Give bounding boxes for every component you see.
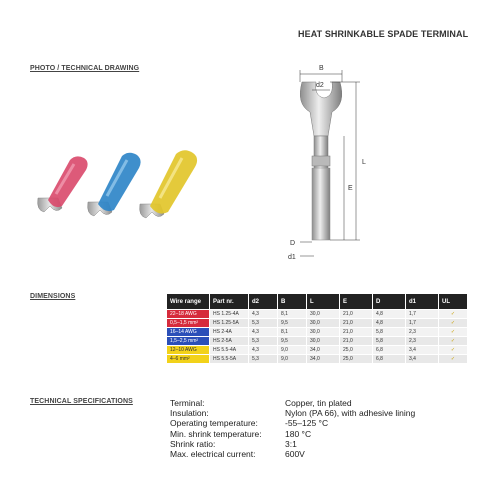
- section-label-photo: PHOTO / TECHNICAL DRAWING: [30, 65, 140, 72]
- cell-d1: 2,3: [406, 328, 439, 337]
- cell-part: HS 1.25-5A: [210, 319, 249, 328]
- header-d: D: [373, 294, 406, 310]
- spec-value: 3:1: [285, 438, 297, 449]
- table-header-row: [167, 294, 468, 310]
- cell-e: 21,0: [340, 328, 373, 337]
- dim-label-d: D: [290, 240, 296, 247]
- cell-d1: 1,7: [406, 319, 439, 328]
- cell-d2: 4,3: [249, 328, 278, 337]
- spec-row: [170, 429, 415, 439]
- cell-d1: 2,3: [406, 337, 439, 346]
- cell-e: 25,0: [340, 355, 373, 364]
- cell-part: HS 5.5-5A: [210, 355, 249, 364]
- product-photo: [28, 148, 218, 228]
- dimensions-table: [166, 293, 468, 364]
- cell-dd: 5,8: [373, 328, 406, 337]
- cell-l: 34,0: [307, 355, 340, 364]
- cell-part: HS 2-5A: [210, 337, 249, 346]
- cell-dd: 4,8: [373, 310, 406, 319]
- dim-label-e: E: [348, 185, 353, 192]
- spec-key: Operating temperature:: [170, 418, 258, 429]
- table-row: [167, 310, 468, 319]
- cell-wire: 1,5–2,5 mm²: [167, 337, 210, 346]
- cell-part: HS 2-4A: [210, 328, 249, 337]
- cell-ul: ✓: [439, 328, 468, 337]
- cell-b: 9,5: [278, 337, 307, 346]
- table-row: [167, 346, 468, 355]
- cell-d2: 5,3: [249, 337, 278, 346]
- cell-e: 21,0: [340, 310, 373, 319]
- table-row: [167, 355, 468, 364]
- cell-l: 30,0: [307, 337, 340, 346]
- cell-ul: ✓: [439, 319, 468, 328]
- cell-wire: 16–14 AWG: [167, 328, 210, 337]
- dim-label-d1: d1: [288, 254, 296, 261]
- technical-drawing: [270, 60, 380, 270]
- dim-label-d2: d2: [316, 82, 324, 89]
- cell-e: 25,0: [340, 346, 373, 355]
- cell-part: HS 1.25-4A: [210, 310, 249, 319]
- cell-d2: 4,3: [249, 346, 278, 355]
- cell-l: 30,0: [307, 319, 340, 328]
- cell-wire: 12–10 AWG: [167, 346, 210, 355]
- spec-key: Min. shrink temperature:: [170, 428, 262, 439]
- cell-b: 8,1: [278, 310, 307, 319]
- cell-d2: 4,3: [249, 310, 278, 319]
- cell-b: 9,0: [278, 346, 307, 355]
- dim-label-b: B: [319, 65, 324, 72]
- cell-d1: 1,7: [406, 310, 439, 319]
- cell-b: 9,0: [278, 355, 307, 364]
- cell-ul: ✓: [439, 355, 468, 364]
- spec-value: 600V: [285, 449, 305, 460]
- header-e: E: [340, 294, 373, 310]
- cell-wire: 4–6 mm²: [167, 355, 210, 364]
- header-wire-range: Wire range: [167, 294, 210, 310]
- cell-d2: 5,3: [249, 319, 278, 328]
- dim-label-l: L: [362, 159, 366, 166]
- header-l: L: [307, 294, 340, 310]
- cell-wire: 22–18 AWG: [167, 310, 210, 319]
- cell-d1: 3,4: [406, 355, 439, 364]
- cell-l: 30,0: [307, 310, 340, 319]
- header-d2: d2: [249, 294, 278, 310]
- spec-key: Shrink ratio:: [170, 438, 216, 449]
- cell-ul: ✓: [439, 310, 468, 319]
- spec-row: [170, 408, 415, 418]
- yellow-terminal: [140, 150, 197, 218]
- spec-key: Insulation:: [170, 408, 209, 419]
- spec-value: Copper, tin plated: [285, 398, 352, 408]
- cell-ul: ✓: [439, 337, 468, 346]
- spec-row: [170, 398, 415, 408]
- table-row: [167, 337, 468, 346]
- cell-dd: 5,8: [373, 337, 406, 346]
- cell-dd: 6,8: [373, 355, 406, 364]
- section-label-dimensions: DIMENSIONS: [30, 293, 76, 300]
- cell-ul: ✓: [439, 346, 468, 355]
- document-title: HEAT SHRINKABLE SPADE TERMINAL: [298, 29, 469, 39]
- spec-value: Nylon (PA 66), with adhesive lining: [285, 408, 416, 419]
- cell-d1: 3,4: [406, 346, 439, 355]
- cell-dd: 4,8: [373, 319, 406, 328]
- cell-d2: 5,3: [249, 355, 278, 364]
- blue-terminal: [88, 153, 141, 216]
- section-label-technical: TECHNICAL SPECIFICATIONS: [30, 398, 133, 405]
- table-row: [167, 328, 468, 337]
- cell-b: 9,5: [278, 319, 307, 328]
- cell-dd: 6,8: [373, 346, 406, 355]
- header-b: B: [278, 294, 307, 310]
- header-part-nr: Part nr.: [210, 294, 249, 310]
- header-d1: d1: [406, 294, 439, 310]
- spec-row: [170, 449, 415, 459]
- cell-wire: 0,5–1,5 mm²: [167, 319, 210, 328]
- header-ul: UL: [439, 294, 468, 310]
- table-row: [167, 319, 468, 328]
- cell-b: 8,1: [278, 328, 307, 337]
- spec-key: Max. electrical current:: [170, 449, 256, 460]
- spec-key: Terminal:: [170, 398, 205, 408]
- spec-value: -55–125 °C: [285, 418, 329, 429]
- cell-l: 30,0: [307, 328, 340, 337]
- spec-list: [170, 398, 415, 459]
- cell-part: HS 5.5-4A: [210, 346, 249, 355]
- cell-l: 34,0: [307, 346, 340, 355]
- spec-row: [170, 418, 415, 428]
- red-terminal: [38, 156, 88, 212]
- cell-e: 21,0: [340, 337, 373, 346]
- spec-row: [170, 439, 415, 449]
- cell-e: 21,0: [340, 319, 373, 328]
- spec-value: 180 °C: [285, 428, 312, 439]
